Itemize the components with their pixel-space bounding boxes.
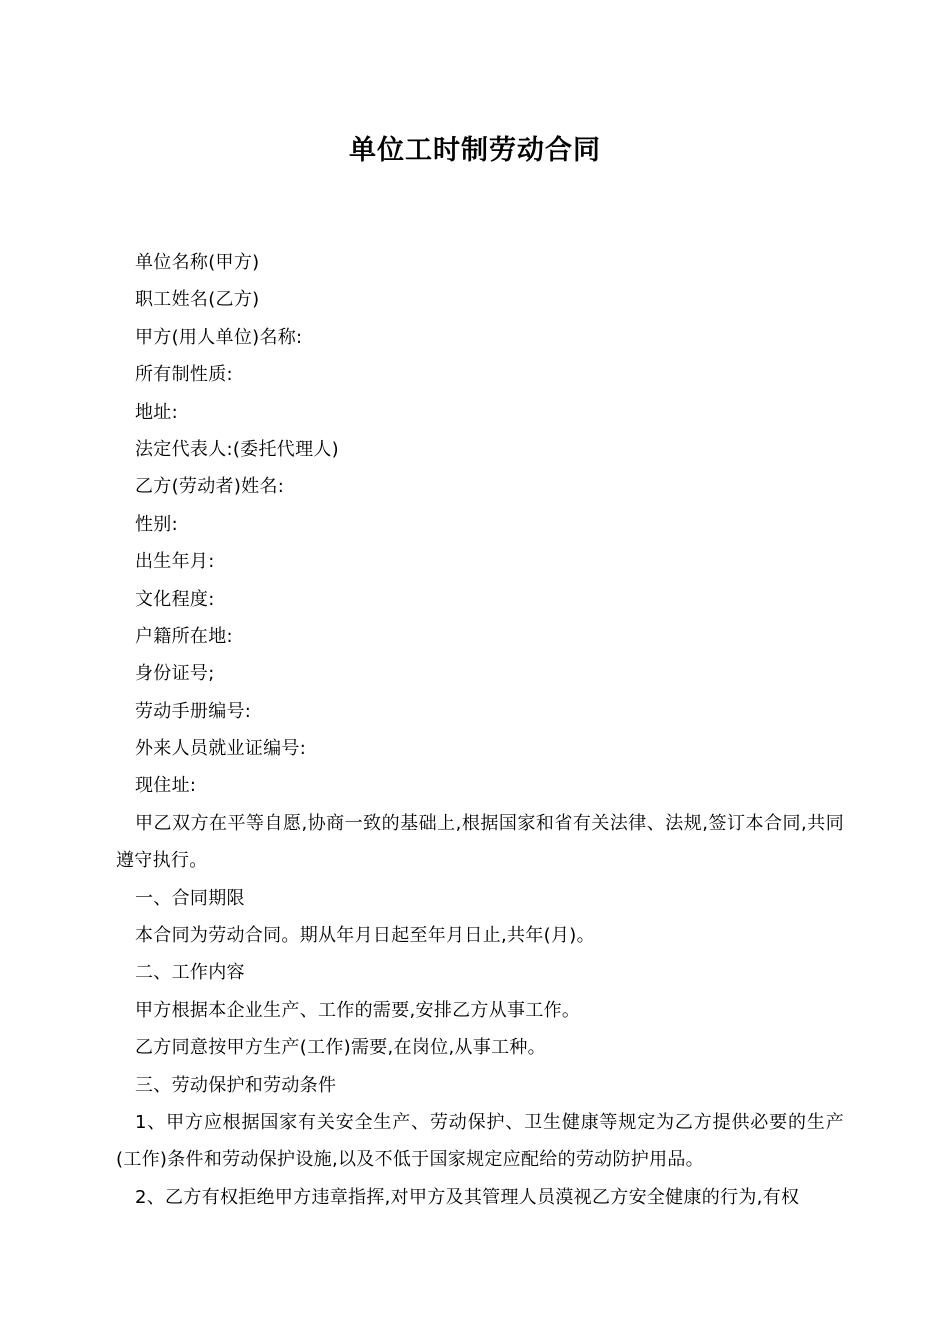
labor-protection-item-2: 2、乙方有权拒绝甲方违章指挥,对甲方及其管理人员漠视乙方安全健康的行为,有权: [135, 1186, 800, 1208]
section-text-contract-term: 本合同为劳动合同。期从年月日起至年月日止,共年(月)。: [135, 925, 595, 947]
field-employer-name: 单位名称(甲方): [135, 252, 260, 273]
labor-protection-item-1: 1、甲方应根据国家有关安全生产、劳动保护、卫生健康等规定为乙方提供必要的生产(工作)条件和劳动保护设施,以及不低于国家规定应配给的劳动防护用品。: [116, 1112, 844, 1171]
section-heading-work-content: 二、工作内容: [135, 962, 245, 984]
field-employment-permit-number: 外来人员就业证编号:: [135, 738, 307, 760]
field-household-registration: 户籍所在地:: [135, 625, 233, 647]
field-id-number: 身份证号;: [135, 663, 215, 685]
document-title: 单位工时制劳动合同: [349, 135, 601, 166]
field-legal-representative: 法定代表人:(委托代理人): [135, 438, 340, 460]
section-heading-contract-term: 一、合同期限: [135, 887, 245, 909]
field-current-address: 现住址:: [135, 775, 197, 797]
section-heading-labor-protection: 三、劳动保护和劳动条件: [135, 1074, 337, 1096]
section-text-work-assignment: 甲方根据本企业生产、工作的需要,安排乙方从事工作。: [135, 999, 581, 1021]
section-text-work-position: 乙方同意按甲方生产(工作)需要,在岗位,从事工种。: [135, 1037, 546, 1059]
field-party-b-name: 乙方(劳动者)姓名:: [135, 476, 285, 498]
field-ownership-type: 所有制性质:: [135, 364, 233, 386]
field-labor-handbook-number: 劳动手册编号:: [135, 700, 252, 722]
field-education: 文化程度:: [135, 588, 215, 610]
field-party-a-name: 甲方(用人单位)名称:: [135, 326, 303, 348]
field-gender: 性别:: [135, 513, 178, 535]
field-address: 地址:: [135, 401, 178, 423]
field-employee-name: 职工姓名(乙方): [135, 289, 260, 311]
field-birth-date: 出生年月:: [135, 551, 215, 573]
document-body: [116, 244, 844, 1216]
intro-paragraph: 甲乙双方在平等自愿,协商一致的基础上,根据国家和省有关法律、法规,签订本合同,共同遵守执行。: [116, 812, 844, 872]
